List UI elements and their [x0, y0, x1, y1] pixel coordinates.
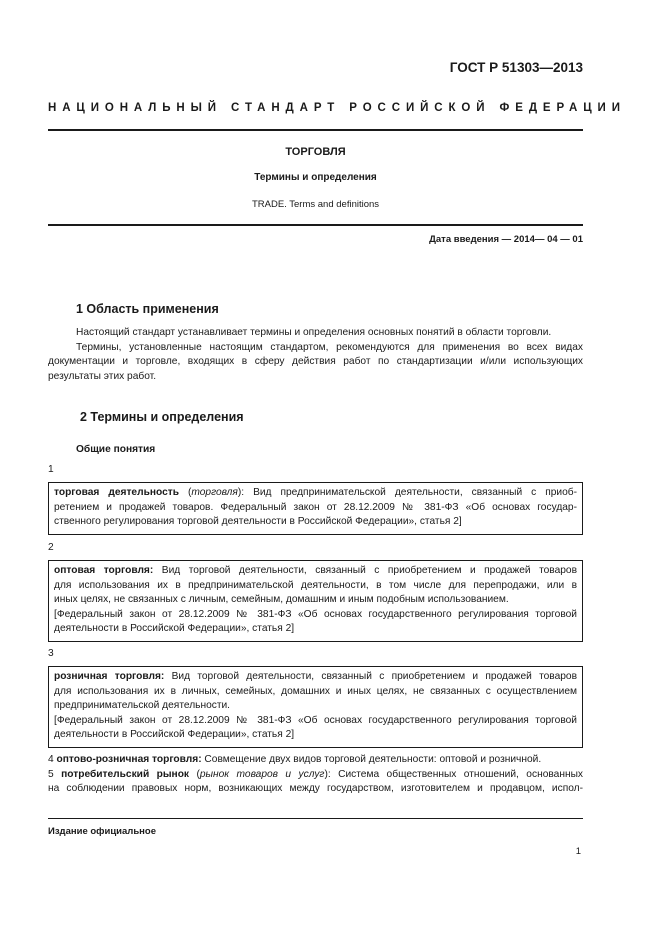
section-1-heading: 1 Область применения [76, 302, 219, 316]
introduction-date: Дата введения — 2014— 04 — 01 [429, 234, 583, 245]
term-3-number: 3 [48, 648, 54, 659]
term-4: 4 оптово-розничная торговля: Совмещение двух видов торговой деятельности: оптовой и розничной. [48, 754, 542, 765]
official-edition-label: Издание официальное [48, 826, 156, 837]
term-2-box: оптовая торговля: Вид торговой деятельности, связанный с приобретением и продажей товаров для использования их в предпринимательской деятельности, в том числе для перепродажи, или в иных целях, не связанных с личным, семейным, домашним и иным подобным использованием. [Федеральный закон от 28.12.2009 № 381-ФЗ «Об основах государственного регулирования торговой деятельности в Российской Федерации», статья 2] [48, 560, 583, 642]
term-5-synonym: рынок товаров и услуг [199, 768, 325, 780]
section-1-paragraph-2-line-2: документации и торговле, входящих в сферу действия работ по стандартизации и/или использующих [48, 356, 583, 368]
section-2-heading: 2 Термины и определения [80, 410, 244, 424]
subsection-heading: Общие понятия [76, 444, 156, 455]
term-2-term: оптовая торговля: [54, 565, 154, 576]
document-title-english: TRADE. Terms and definitions [251, 199, 380, 210]
section-1-body [48, 326, 583, 384]
footer-rule [48, 818, 583, 819]
term-2-number: 2 [48, 542, 54, 553]
term-1-number: 1 [48, 464, 54, 475]
term-5: 5 потребительский рынок (рынок товаров и услуг): Система общественных отношений, основанных [48, 768, 583, 780]
terms-4-5-body: 4 оптово-розничная торговля: Совмещение двух видов торговой деятельности: оптовой и розничной. 5 потребительский рынок (рынок товаров и услуг): Система общественных отношений, основанных на соблюдении правовых норм, возникающих между государством, изготовителем и продавцом, испол- [48, 754, 583, 795]
term-1-term: торговая деятельность [54, 487, 179, 498]
term-4-term: оптово-розничная торговля: [56, 754, 202, 765]
title-rule [48, 224, 583, 226]
document-code: ГОСТ Р 51303—2013 [449, 60, 583, 75]
term-3-box: розничная торговля: Вид торговой деятельности, связанный с приобретением и продажей товаров для использования их в личных, семейных, домашних и иных целях, не связанных с осуществлением предпринимательской деятельности. [Федеральный закон от 28.12.2009 № 381-ФЗ «Об основах государственного регулирования торговой деятельности в Российской Федерации», статья 2] [48, 666, 583, 748]
header-rule [48, 129, 583, 131]
term-1-box: торговая деятельность (торговля): Вид предпринимательской деятельности, связанный с приоб- ретением и продажей товаров. Федеральный закон от 28.12.2009 № 381-ФЗ «Об основах государ- ственного регулирования торговой деятельности в Российской Федерации», статья 2] [48, 482, 583, 535]
section-1-paragraph-1: Настоящий стандарт устанавливает термины и определения основных понятий в области торговли. [76, 327, 552, 338]
term-1-synonym: торговля [191, 487, 238, 498]
section-1-paragraph-2-line-1: Термины, установленные настоящим стандартом, рекомендуются для применения во всех видах [76, 341, 583, 353]
section-1-paragraph-2-line-3: результаты этих работ. [48, 370, 157, 382]
national-standard-label: НАЦИОНАЛЬНЫЙ СТАНДАРТ РОССИЙСКОЙ ФЕДЕРАЦИИ [48, 102, 626, 114]
term-5-term: потребительский рынок [61, 768, 190, 780]
document-subtitle: Термины и определения [254, 172, 377, 183]
page-number: 1 [575, 846, 581, 857]
term-3-term: розничная торговля: [54, 671, 165, 682]
document-title: ТОРГОВЛЯ [285, 146, 346, 158]
